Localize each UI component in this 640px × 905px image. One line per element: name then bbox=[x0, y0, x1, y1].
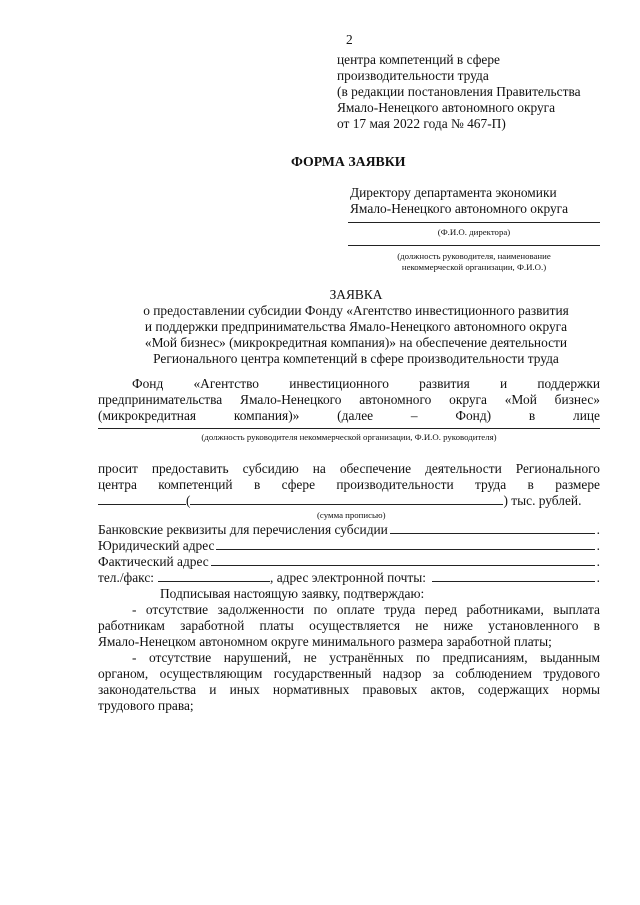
phone-label: тел./факс: bbox=[98, 570, 155, 585]
legal-address-row bbox=[98, 538, 600, 554]
head-position-caption-1: (должность руководителя, наименование bbox=[397, 251, 551, 261]
addressee-line: Ямало-Ненецкого автономного округа bbox=[350, 201, 569, 216]
addressee bbox=[350, 185, 568, 217]
confirm-intro: Подписывая настоящую заявку, подтверждаю: bbox=[160, 586, 425, 601]
email-label: , адрес электронной почты: bbox=[270, 570, 426, 585]
bank-label: Банковские реквизиты для перечисления субсидии bbox=[98, 522, 388, 537]
legal-address-label: Юридический адрес bbox=[98, 538, 215, 553]
bank-field[interactable] bbox=[390, 522, 595, 534]
subtitle-line: о предоставлении субсидии Фонду «Агентство инвестиционного развития bbox=[143, 303, 569, 318]
subtitle-line: «Мой бизнес» (микрокредитная компания)» на обеспечение деятельности bbox=[144, 335, 568, 350]
actual-address-end: . bbox=[596, 554, 600, 569]
actual-address-row bbox=[98, 554, 600, 570]
sum-row bbox=[98, 493, 600, 509]
header-note-line: центра компетенций в сфере bbox=[337, 52, 500, 67]
actual-address-label: Фактический адрес bbox=[98, 554, 209, 569]
actual-address-field[interactable] bbox=[211, 554, 595, 566]
bullet-2-line-1: - отсутствие нарушений, не устранённых по предписаниям, выданным bbox=[132, 650, 600, 665]
header-note bbox=[337, 52, 581, 132]
header-note-line: производительности труда bbox=[337, 68, 489, 83]
bullet-2-line-3: законодательства и иных нормативных правовых актов, содержащих нормы bbox=[98, 682, 600, 697]
contact-end: . bbox=[596, 570, 600, 585]
phone-field[interactable] bbox=[158, 570, 270, 582]
bank-end: . bbox=[596, 522, 600, 537]
header-note-line: (в редакции постановления Правительства bbox=[337, 84, 581, 99]
bullet-2-line-4: трудового права; bbox=[98, 698, 194, 713]
bullet-1-line-3: Ямало-Ненецком автономном округе минимального размера заработной платы; bbox=[98, 634, 552, 649]
bullet-1-line-1: - отсутствие задолженности по оплате труда перед работниками, выплата bbox=[132, 602, 600, 617]
org-head-caption: (должность руководителя некоммерческой организации, Ф.И.О. руководителя) bbox=[201, 432, 497, 442]
director-name-line[interactable] bbox=[348, 222, 600, 223]
sum-words-caption: (сумма прописью) bbox=[317, 510, 386, 520]
request-paragraph-line-2: центра компетенций в сфере производительности труда в размере bbox=[98, 477, 600, 492]
legal-address-end: . bbox=[596, 538, 600, 553]
sum-open-paren: ( bbox=[186, 493, 191, 508]
contact-row bbox=[98, 570, 600, 586]
head-position-caption-2: некоммерческой организации, Ф.И.О.) bbox=[401, 262, 547, 272]
email-field[interactable] bbox=[432, 570, 595, 582]
request-paragraph-line-1: просит предоставить субсидию на обеспечение деятельности Регионального bbox=[98, 461, 600, 476]
head-position-line[interactable] bbox=[348, 245, 600, 246]
bullet-2-line-2: органом, осуществляющим государственный надзор за соблюдением трудового bbox=[98, 666, 600, 681]
fund-paragraph-line-3: (микрокредитная компания)» (далее – Фонд) в лице bbox=[98, 408, 600, 423]
sum-suffix: ) тыс. рублей. bbox=[503, 493, 582, 508]
sum-digits-field[interactable] bbox=[98, 493, 186, 505]
subtitle-line: и поддержки предпринимательства Ямало-Ненецкого автономного округа bbox=[144, 319, 568, 334]
bullet-1-line-2: работникам заработной платы осуществляется не ниже установленного в bbox=[98, 618, 600, 633]
fund-paragraph-line-1: Фонд «Агентство инвестиционного развития и поддержки bbox=[132, 376, 600, 391]
form-title: ФОРМА ЗАЯВКИ bbox=[291, 154, 406, 169]
director-name-caption: (Ф.И.О. директора) bbox=[437, 227, 511, 237]
sum-words-field[interactable] bbox=[190, 493, 503, 505]
header-note-line: от 17 мая 2022 года № 467-П) bbox=[337, 116, 506, 131]
header-note-line: Ямало-Ненецкого автономного округа bbox=[337, 100, 556, 115]
page-number: 2 bbox=[346, 32, 353, 47]
application-subtitle bbox=[98, 303, 614, 367]
legal-address-field[interactable] bbox=[216, 538, 594, 550]
fund-paragraph-line-2: предпринимательства Ямало-Ненецкого автономного округа «Мой бизнес» bbox=[98, 392, 600, 407]
org-head-line[interactable] bbox=[98, 428, 600, 429]
addressee-line: Директору департамента экономики bbox=[350, 185, 557, 200]
bank-row bbox=[98, 522, 600, 538]
application-title: ЗАЯВКА bbox=[329, 287, 383, 302]
subtitle-line: Регионального центра компетенций в сфере производительности труда bbox=[153, 351, 559, 366]
